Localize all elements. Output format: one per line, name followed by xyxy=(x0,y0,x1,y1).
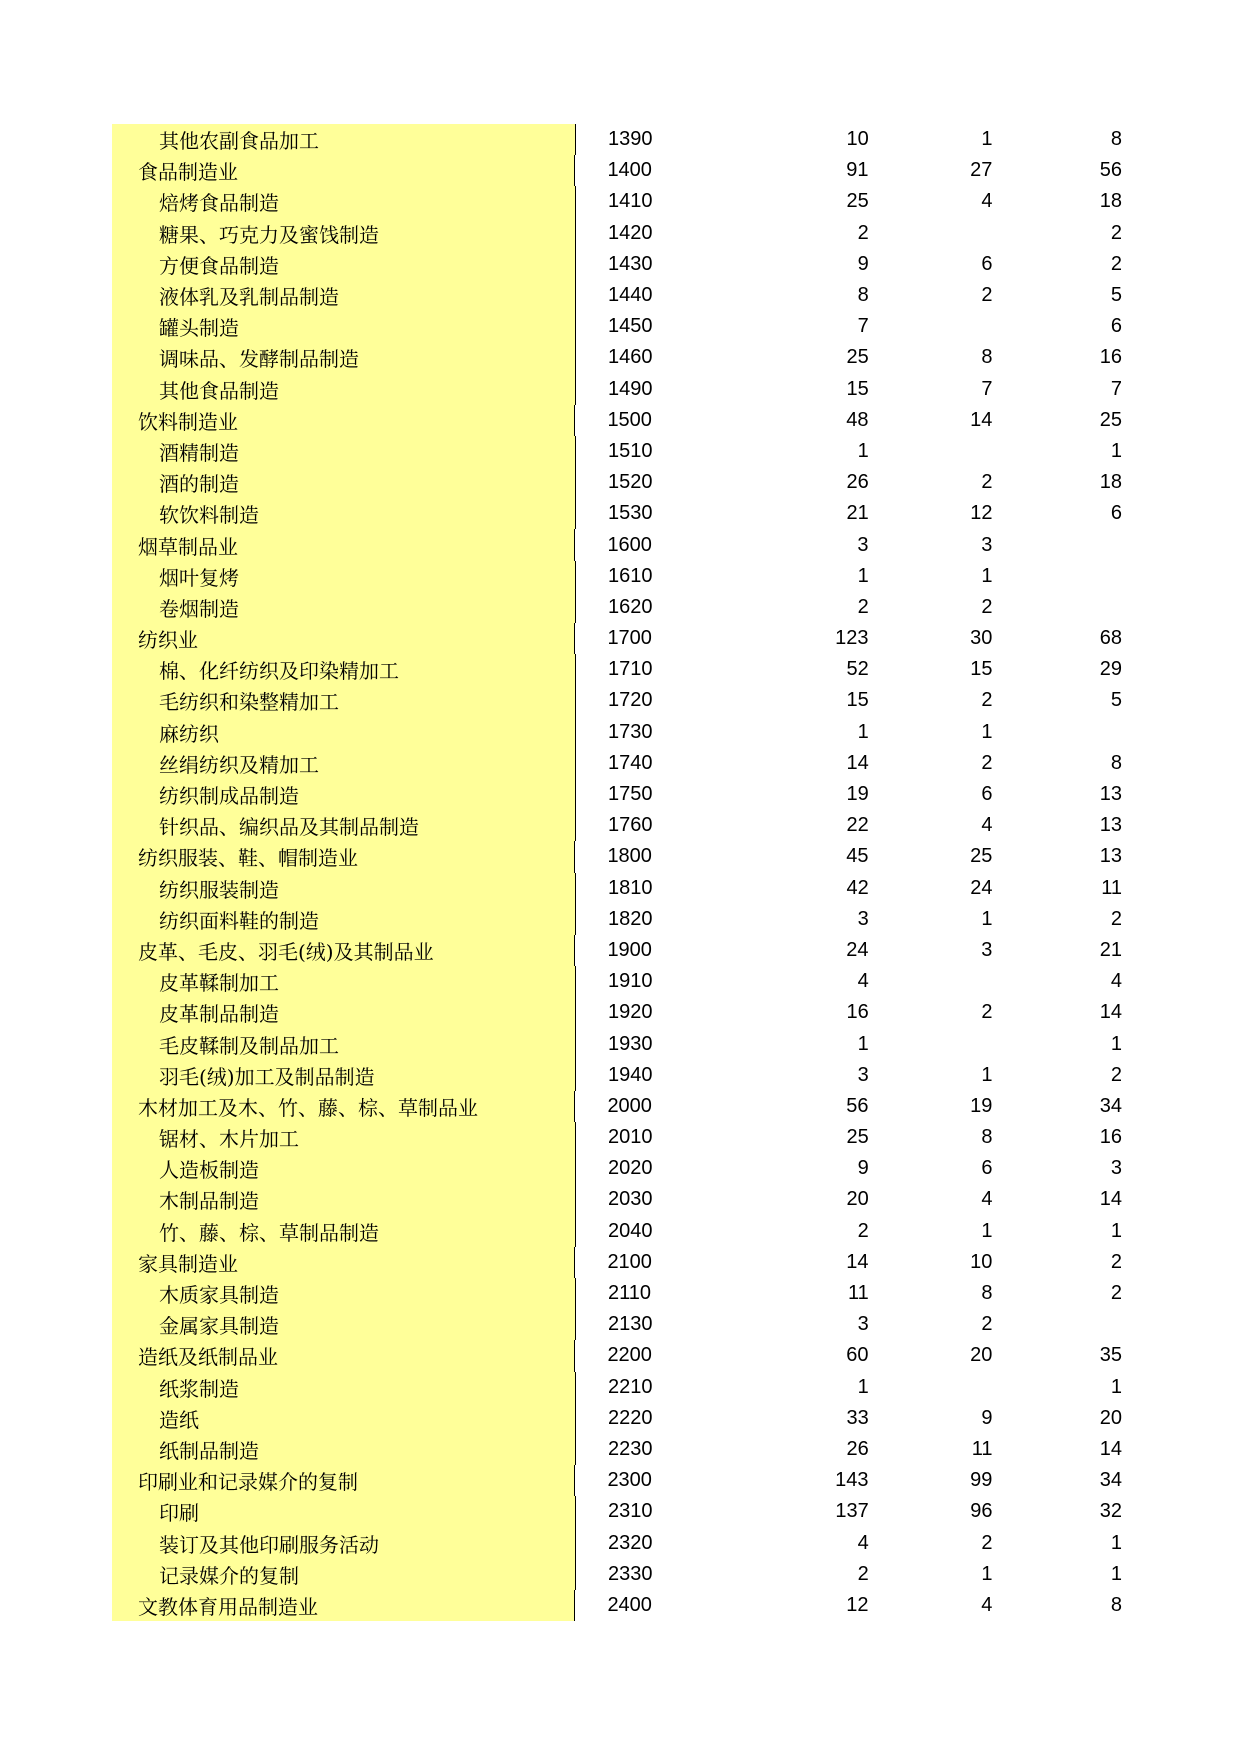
table-row xyxy=(112,155,1122,186)
value-cell-col2: 1 xyxy=(981,1063,993,1086)
table-row xyxy=(112,1247,1122,1278)
value-cell-col2: 1 xyxy=(981,1562,993,1585)
table-row xyxy=(112,654,1122,685)
value-cell-col3: 1 xyxy=(1110,1531,1122,1554)
subcategory-name-cell: 金属家具制造 xyxy=(112,1309,576,1340)
value-cell-col1: 15 xyxy=(846,377,869,400)
value-cell-col3: 8 xyxy=(1110,751,1122,774)
value-cell-col2: 8 xyxy=(981,1282,993,1305)
subcategory-name-cell: 木质家具制造 xyxy=(112,1278,576,1309)
value-cell-col3: 2 xyxy=(1110,1250,1122,1273)
value-cell-col2: 2 xyxy=(981,1001,993,1024)
value-cell-col1: 3 xyxy=(857,1313,869,1336)
industry-code-cell: 1390 xyxy=(607,128,653,151)
industry-code-cell: 1410 xyxy=(607,190,653,213)
subcategory-name-cell: 软饮料制造 xyxy=(112,498,576,529)
value-cell-col2: 12 xyxy=(970,502,993,525)
value-cell-col3: 25 xyxy=(1099,408,1122,431)
value-cell-col1: 26 xyxy=(846,471,869,494)
value-cell-col1: 9 xyxy=(857,1157,869,1180)
value-cell-col1: 15 xyxy=(846,689,869,712)
table-row xyxy=(112,218,1122,249)
subcategory-name-cell: 印刷 xyxy=(112,1496,576,1527)
value-cell-col1: 2 xyxy=(857,221,869,244)
category-name-cell: 烟草制品业 xyxy=(112,529,575,560)
value-cell-col1: 48 xyxy=(846,408,869,431)
table-row xyxy=(112,779,1122,810)
subcategory-name-cell: 方便食品制造 xyxy=(112,249,576,280)
industry-code-cell: 1530 xyxy=(607,502,653,525)
category-name-cell: 文教体育用品制造业 xyxy=(112,1590,575,1621)
subcategory-name-cell: 竹、藤、棕、草制品制造 xyxy=(112,1216,576,1247)
industry-code-cell: 1440 xyxy=(607,284,653,307)
table-row xyxy=(112,1340,1122,1371)
table-row xyxy=(112,810,1122,841)
table-row xyxy=(112,717,1122,748)
category-name-cell: 木材加工及木、竹、藤、棕、草制品业 xyxy=(112,1091,575,1122)
value-cell-col2: 4 xyxy=(981,190,993,213)
value-cell-col3: 16 xyxy=(1099,346,1122,369)
industry-code-cell: 1940 xyxy=(607,1063,653,1086)
value-cell-col1: 3 xyxy=(857,907,869,930)
industry-code-cell: 1750 xyxy=(607,783,653,806)
value-cell-col2: 1 xyxy=(981,564,993,587)
value-cell-col2: 2 xyxy=(981,595,993,618)
industry-code-cell: 1930 xyxy=(607,1032,653,1055)
value-cell-col3: 5 xyxy=(1110,284,1122,307)
industry-code-cell: 2330 xyxy=(607,1562,653,1585)
value-cell-col2: 2 xyxy=(981,751,993,774)
value-cell-col2: 2 xyxy=(981,471,993,494)
value-cell-col1: 16 xyxy=(846,1001,869,1024)
value-cell-col1: 14 xyxy=(846,751,869,774)
subcategory-name-cell: 羽毛(绒)加工及制品制造 xyxy=(112,1060,576,1091)
value-cell-col2: 99 xyxy=(970,1469,993,1492)
subcategory-name-cell: 棉、化纤纺织及印染精加工 xyxy=(112,654,576,685)
value-cell-col3: 6 xyxy=(1110,315,1122,338)
table-row xyxy=(112,748,1122,779)
table-row xyxy=(112,1309,1122,1340)
value-cell-col1: 1 xyxy=(857,564,869,587)
value-cell-col3: 8 xyxy=(1110,1593,1122,1616)
industry-code-cell: 2310 xyxy=(607,1500,653,1523)
value-cell-col3: 1 xyxy=(1110,439,1122,462)
industry-code-cell: 1430 xyxy=(607,252,653,275)
table-row xyxy=(112,1184,1122,1215)
value-cell-col1: 20 xyxy=(846,1188,869,1211)
value-cell-col3: 1 xyxy=(1110,1032,1122,1055)
category-name-cell: 造纸及纸制品业 xyxy=(112,1340,575,1371)
subcategory-name-cell: 纸浆制造 xyxy=(112,1372,576,1403)
value-cell-col3: 3 xyxy=(1110,1157,1122,1180)
category-name-cell: 皮革、毛皮、羽毛(绒)及其制品业 xyxy=(112,935,575,966)
value-cell-col1: 2 xyxy=(857,595,869,618)
industry-code-cell: 1510 xyxy=(607,439,653,462)
table-row xyxy=(112,1590,1122,1621)
data-table xyxy=(112,124,1122,1621)
subcategory-name-cell: 造纸 xyxy=(112,1403,576,1434)
value-cell-col2: 1 xyxy=(981,1219,993,1242)
value-cell-col3: 20 xyxy=(1099,1406,1122,1429)
value-cell-col1: 1 xyxy=(857,720,869,743)
subcategory-name-cell: 装订及其他印刷服务活动 xyxy=(112,1527,576,1558)
industry-code-cell: 1820 xyxy=(607,907,653,930)
industry-code-cell: 1700 xyxy=(607,627,652,650)
subcategory-name-cell: 其他食品制造 xyxy=(112,374,576,405)
category-name-cell: 饮料制造业 xyxy=(112,405,575,436)
value-cell-col1: 10 xyxy=(846,128,869,151)
table-row xyxy=(112,467,1122,498)
industry-code-cell: 1760 xyxy=(607,814,653,837)
industry-code-cell: 1620 xyxy=(607,595,653,618)
subcategory-name-cell: 其他农副食品加工 xyxy=(112,124,576,155)
value-cell-col1: 2 xyxy=(857,1562,869,1585)
value-cell-col3: 14 xyxy=(1099,1188,1122,1211)
subcategory-name-cell: 针织品、编织品及其制品制造 xyxy=(112,810,576,841)
subcategory-name-cell: 毛纺织和染整精加工 xyxy=(112,685,576,716)
value-cell-col2: 15 xyxy=(970,658,993,681)
value-cell-col3: 7 xyxy=(1110,377,1122,400)
value-cell-col1: 25 xyxy=(846,1126,869,1149)
value-cell-col1: 21 xyxy=(846,502,869,525)
industry-code-cell: 1740 xyxy=(607,751,653,774)
value-cell-col2: 96 xyxy=(970,1500,993,1523)
industry-code-cell: 1710 xyxy=(607,658,653,681)
industry-code-cell: 2110 xyxy=(607,1282,651,1305)
value-cell-col2: 19 xyxy=(970,1094,993,1117)
industry-code-cell: 2320 xyxy=(607,1531,653,1554)
industry-code-cell: 1400 xyxy=(607,159,652,182)
industry-code-cell: 1460 xyxy=(607,346,653,369)
value-cell-col1: 1 xyxy=(857,1375,869,1398)
value-cell-col3: 13 xyxy=(1099,783,1122,806)
value-cell-col1: 7 xyxy=(857,315,869,338)
value-cell-col3: 2 xyxy=(1110,1063,1122,1086)
table-row xyxy=(112,1496,1122,1527)
industry-code-cell: 1720 xyxy=(607,689,653,712)
value-cell-col3: 1 xyxy=(1110,1562,1122,1585)
value-cell-col1: 26 xyxy=(846,1437,869,1460)
table-row xyxy=(112,124,1122,155)
table-row xyxy=(112,374,1122,405)
value-cell-col3: 14 xyxy=(1099,1001,1122,1024)
table-row xyxy=(112,311,1122,342)
value-cell-col1: 33 xyxy=(846,1406,869,1429)
value-cell-col2: 27 xyxy=(970,159,993,182)
value-cell-col3: 34 xyxy=(1099,1094,1122,1117)
subcategory-name-cell: 纺织面料鞋的制造 xyxy=(112,904,576,935)
subcategory-name-cell: 人造板制造 xyxy=(112,1153,576,1184)
industry-code-cell: 2000 xyxy=(607,1094,652,1117)
value-cell-col1: 42 xyxy=(846,876,869,899)
industry-code-cell: 1450 xyxy=(607,315,653,338)
value-cell-col1: 1 xyxy=(857,439,869,462)
subcategory-name-cell: 纺织服装制造 xyxy=(112,873,576,904)
subcategory-name-cell: 木制品制造 xyxy=(112,1184,576,1215)
value-cell-col3: 8 xyxy=(1110,128,1122,151)
value-cell-col2: 2 xyxy=(981,284,993,307)
value-cell-col3: 1 xyxy=(1110,1219,1122,1242)
table-row xyxy=(112,1060,1122,1091)
table-row xyxy=(112,1403,1122,1434)
category-name-cell: 印刷业和记录媒介的复制 xyxy=(112,1465,575,1496)
table-row xyxy=(112,873,1122,904)
table-row xyxy=(112,1216,1122,1247)
value-cell-col3: 6 xyxy=(1110,502,1122,525)
value-cell-col3: 35 xyxy=(1099,1344,1122,1367)
subcategory-name-cell: 调味品、发酵制品制造 xyxy=(112,342,576,373)
value-cell-col1: 25 xyxy=(846,346,869,369)
value-cell-col1: 91 xyxy=(846,159,869,182)
table-row xyxy=(112,966,1122,997)
industry-code-cell: 2010 xyxy=(607,1126,653,1149)
value-cell-col3: 56 xyxy=(1099,159,1122,182)
subcategory-name-cell: 皮革鞣制加工 xyxy=(112,966,576,997)
value-cell-col2: 9 xyxy=(981,1406,993,1429)
industry-code-cell: 1800 xyxy=(607,845,652,868)
industry-code-cell: 2300 xyxy=(607,1469,652,1492)
table-row xyxy=(112,436,1122,467)
value-cell-col1: 45 xyxy=(846,845,869,868)
subcategory-name-cell: 记录媒介的复制 xyxy=(112,1559,576,1590)
value-cell-col2: 4 xyxy=(981,814,993,837)
category-name-cell: 纺织服装、鞋、帽制造业 xyxy=(112,841,575,872)
value-cell-col1: 52 xyxy=(846,658,869,681)
table-row xyxy=(112,1278,1122,1309)
value-cell-col3: 34 xyxy=(1099,1469,1122,1492)
value-cell-col1: 24 xyxy=(846,938,869,961)
table-row xyxy=(112,904,1122,935)
value-cell-col2: 4 xyxy=(981,1188,993,1211)
subcategory-name-cell: 纺织制成品制造 xyxy=(112,779,576,810)
value-cell-col1: 25 xyxy=(846,190,869,213)
value-cell-col2: 6 xyxy=(981,252,993,275)
industry-code-cell: 1520 xyxy=(607,471,653,494)
table-row xyxy=(112,1527,1122,1558)
value-cell-col1: 1 xyxy=(857,1032,869,1055)
subcategory-name-cell: 纸制品制造 xyxy=(112,1434,576,1465)
industry-code-cell: 1500 xyxy=(607,408,652,431)
value-cell-col3: 5 xyxy=(1110,689,1122,712)
industry-code-cell: 1810 xyxy=(607,876,653,899)
value-cell-col2: 1 xyxy=(981,720,993,743)
table-row xyxy=(112,592,1122,623)
value-cell-col1: 8 xyxy=(857,284,869,307)
industry-code-cell: 1490 xyxy=(607,377,653,400)
value-cell-col2: 7 xyxy=(981,377,993,400)
value-cell-col1: 9 xyxy=(857,252,869,275)
subcategory-name-cell: 糖果、巧克力及蜜饯制造 xyxy=(112,218,576,249)
table-row xyxy=(112,1465,1122,1496)
value-cell-col2: 24 xyxy=(970,876,993,899)
value-cell-col3: 2 xyxy=(1110,907,1122,930)
value-cell-col2: 30 xyxy=(970,627,993,650)
industry-code-cell: 1420 xyxy=(607,221,653,244)
value-cell-col1: 137 xyxy=(835,1500,869,1523)
value-cell-col1: 19 xyxy=(846,783,869,806)
subcategory-name-cell: 麻纺织 xyxy=(112,717,576,748)
industry-code-cell: 1920 xyxy=(607,1001,653,1024)
value-cell-col3: 2 xyxy=(1110,1282,1122,1305)
table-row xyxy=(112,935,1122,966)
value-cell-col2: 11 xyxy=(971,1437,993,1460)
table-row xyxy=(112,1434,1122,1465)
value-cell-col1: 12 xyxy=(846,1593,869,1616)
table-row xyxy=(112,1559,1122,1590)
value-cell-col3: 29 xyxy=(1099,658,1122,681)
value-cell-col3: 13 xyxy=(1099,814,1122,837)
table-row xyxy=(112,997,1122,1028)
industry-code-cell: 1600 xyxy=(607,533,652,556)
value-cell-col2: 3 xyxy=(981,533,993,556)
industry-code-cell: 2200 xyxy=(607,1344,652,1367)
industry-code-cell: 2040 xyxy=(607,1219,653,1242)
table-row xyxy=(112,249,1122,280)
category-name-cell: 家具制造业 xyxy=(112,1247,575,1278)
value-cell-col2: 20 xyxy=(970,1344,993,1367)
value-cell-col2: 8 xyxy=(981,346,993,369)
value-cell-col3: 2 xyxy=(1110,221,1122,244)
industry-code-cell: 2100 xyxy=(607,1250,652,1273)
value-cell-col2: 25 xyxy=(970,845,993,868)
table-row xyxy=(112,498,1122,529)
value-cell-col3: 14 xyxy=(1099,1437,1122,1460)
value-cell-col3: 21 xyxy=(1099,938,1122,961)
value-cell-col2: 6 xyxy=(981,783,993,806)
value-cell-col2: 2 xyxy=(981,1531,993,1554)
value-cell-col1: 4 xyxy=(857,1531,869,1554)
value-cell-col3: 13 xyxy=(1099,845,1122,868)
subcategory-name-cell: 液体乳及乳制品制造 xyxy=(112,280,576,311)
value-cell-col2: 1 xyxy=(981,907,993,930)
table-row xyxy=(112,1153,1122,1184)
value-cell-col2: 10 xyxy=(970,1250,993,1273)
table-row xyxy=(112,405,1122,436)
value-cell-col2: 3 xyxy=(981,938,993,961)
value-cell-col1: 22 xyxy=(846,814,869,837)
value-cell-col2: 8 xyxy=(981,1126,993,1149)
table-row xyxy=(112,280,1122,311)
table-row xyxy=(112,186,1122,217)
industry-code-cell: 2020 xyxy=(607,1157,653,1180)
value-cell-col3: 18 xyxy=(1099,190,1122,213)
value-cell-col1: 60 xyxy=(846,1344,869,1367)
value-cell-col1: 3 xyxy=(857,1063,869,1086)
value-cell-col3: 16 xyxy=(1099,1126,1122,1149)
industry-code-cell: 2220 xyxy=(607,1406,653,1429)
industry-code-cell: 1730 xyxy=(607,720,653,743)
value-cell-col2: 6 xyxy=(981,1157,993,1180)
table-row xyxy=(112,342,1122,373)
industry-code-cell: 2030 xyxy=(607,1188,653,1211)
table-row xyxy=(112,1091,1122,1122)
industry-code-cell: 1610 xyxy=(607,564,653,587)
subcategory-name-cell: 锯材、木片加工 xyxy=(112,1122,576,1153)
value-cell-col3: 11 xyxy=(1101,876,1122,899)
table-row xyxy=(112,561,1122,592)
industry-code-cell: 2230 xyxy=(607,1437,653,1460)
table-row xyxy=(112,623,1122,654)
subcategory-name-cell: 焙烤食品制造 xyxy=(112,186,576,217)
subcategory-name-cell: 烟叶复烤 xyxy=(112,561,576,592)
value-cell-col3: 2 xyxy=(1110,252,1122,275)
table-row xyxy=(112,841,1122,872)
industry-code-cell: 2130 xyxy=(607,1313,653,1336)
subcategory-name-cell: 卷烟制造 xyxy=(112,592,576,623)
table-row xyxy=(112,685,1122,716)
value-cell-col1: 143 xyxy=(835,1469,869,1492)
subcategory-name-cell: 丝绢纺织及精加工 xyxy=(112,748,576,779)
value-cell-col2: 2 xyxy=(981,689,993,712)
industry-code-cell: 2400 xyxy=(607,1593,652,1616)
value-cell-col2: 14 xyxy=(970,408,993,431)
industry-code-cell: 1910 xyxy=(607,970,653,993)
value-cell-col1: 56 xyxy=(846,1094,869,1117)
value-cell-col2: 1 xyxy=(981,128,993,151)
table-row xyxy=(112,529,1122,560)
value-cell-col3: 4 xyxy=(1110,970,1122,993)
value-cell-col1: 123 xyxy=(835,627,869,650)
industry-code-cell: 1900 xyxy=(607,938,652,961)
table-row xyxy=(112,1122,1122,1153)
value-cell-col2: 4 xyxy=(981,1593,993,1616)
value-cell-col3: 68 xyxy=(1099,627,1122,650)
subcategory-name-cell: 毛皮鞣制及制品加工 xyxy=(112,1028,576,1059)
value-cell-col1: 14 xyxy=(846,1250,869,1273)
value-cell-col1: 11 xyxy=(848,1282,869,1305)
subcategory-name-cell: 酒的制造 xyxy=(112,467,576,498)
value-cell-col3: 18 xyxy=(1099,471,1122,494)
industry-code-cell: 2210 xyxy=(607,1375,653,1398)
subcategory-name-cell: 皮革制品制造 xyxy=(112,997,576,1028)
value-cell-col3: 1 xyxy=(1110,1375,1122,1398)
value-cell-col2: 2 xyxy=(981,1313,993,1336)
subcategory-name-cell: 酒精制造 xyxy=(112,436,576,467)
value-cell-col1: 2 xyxy=(857,1219,869,1242)
value-cell-col1: 3 xyxy=(857,533,869,556)
value-cell-col1: 4 xyxy=(857,970,869,993)
subcategory-name-cell: 罐头制造 xyxy=(112,311,576,342)
category-name-cell: 纺织业 xyxy=(112,623,575,654)
table-row xyxy=(112,1372,1122,1403)
value-cell-col3: 32 xyxy=(1099,1500,1122,1523)
category-name-cell: 食品制造业 xyxy=(112,155,575,186)
table-row xyxy=(112,1028,1122,1059)
